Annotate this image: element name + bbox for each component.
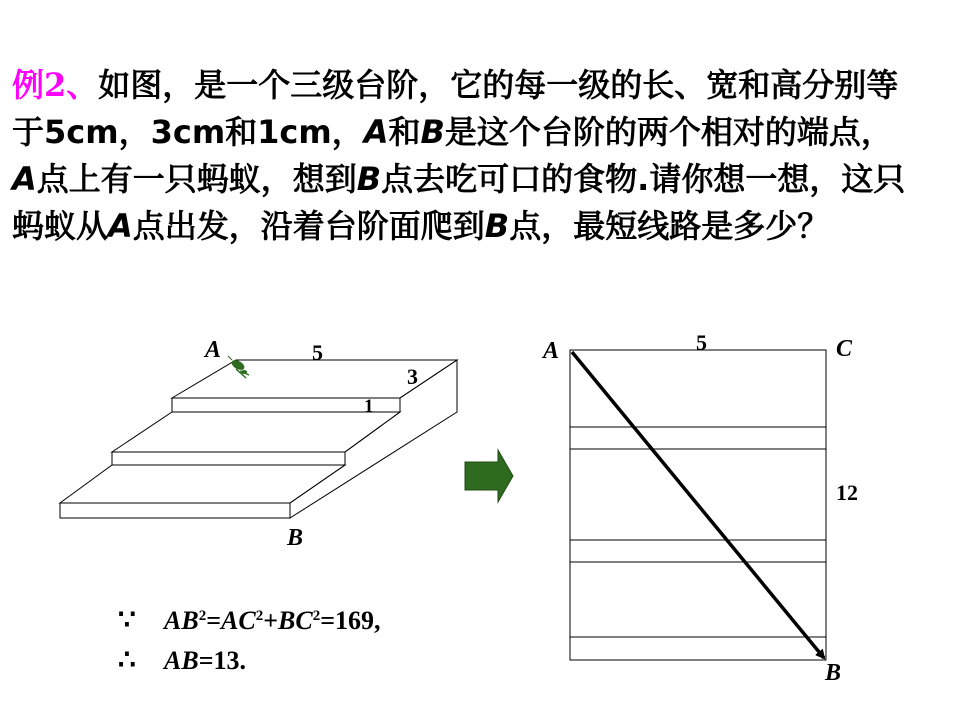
exponent: 2 [312, 608, 321, 624]
point-a-ref: A [108, 207, 133, 245]
unfolded-label-b: B [825, 660, 842, 686]
stairs-dim-length: 5 [312, 340, 323, 365]
because-symbol: ∵ [118, 605, 136, 636]
problem-text-2: 和 [388, 113, 421, 151]
point-a-ref: A [363, 113, 389, 151]
example-separator: 、 [66, 66, 99, 104]
solution [118, 596, 381, 681]
middle-step-riser [112, 452, 345, 465]
shortest-path-arrow [572, 352, 824, 658]
stairs-side-face [290, 360, 457, 518]
point-b-ref: B [356, 160, 382, 198]
problem-text-7: 点，最短线路是多少？ [509, 207, 830, 245]
point-a-ref: A [12, 160, 37, 198]
exponent: 2 [198, 608, 207, 624]
example-label: 例2 [12, 66, 67, 104]
transform-arrow-icon [465, 450, 513, 502]
operator: = [206, 606, 222, 635]
term-ac: AC [221, 606, 256, 635]
result-169: =169, [320, 606, 381, 635]
operator: + [263, 606, 279, 635]
problem-text-5: 点去吃可口的食物.请你想一想，这只蚂蚁从 [12, 160, 906, 245]
bottom-step-riser [60, 503, 290, 518]
unfolded-dim-side: 12 [836, 480, 858, 505]
term-ab: AB [164, 606, 199, 635]
result-13: =13. [198, 646, 247, 675]
stairs-label-b: B [287, 525, 304, 551]
term-bc: BC [278, 606, 313, 635]
solution-line-1 [118, 596, 381, 641]
solution-line-2 [118, 641, 381, 681]
bottom-step-tread [60, 465, 345, 503]
problem-text-4: 点上有一只蚂蚁，想到 [36, 160, 357, 198]
exponent: 2 [255, 608, 264, 624]
unfolded-dim-top: 5 [696, 330, 707, 355]
stairs-dim-width: 3 [407, 364, 418, 389]
point-b-ref: B [420, 113, 445, 151]
point-b-ref: B [484, 207, 510, 245]
unfolded-label-a: A [543, 338, 560, 364]
problem-text-1: 如图，是一个三级台阶，它的每一级的长、宽和高分别等于5cm，3cm和1cm， [12, 66, 899, 151]
term-ab: AB [164, 646, 199, 675]
problem-text-6: 点出发，沿着台阶面爬到 [132, 207, 485, 245]
stairs-label-a: A [205, 337, 222, 363]
ant-icon [228, 356, 249, 378]
problem-text-3: 是这个台阶的两个相对的端点， [444, 113, 893, 151]
middle-step-tread [112, 412, 400, 452]
unfolded-label-c: C [836, 336, 853, 362]
stairs-figure [60, 360, 457, 518]
therefore-symbol: ∴ [118, 645, 136, 676]
stairs-dim-height: 1 [364, 396, 374, 417]
